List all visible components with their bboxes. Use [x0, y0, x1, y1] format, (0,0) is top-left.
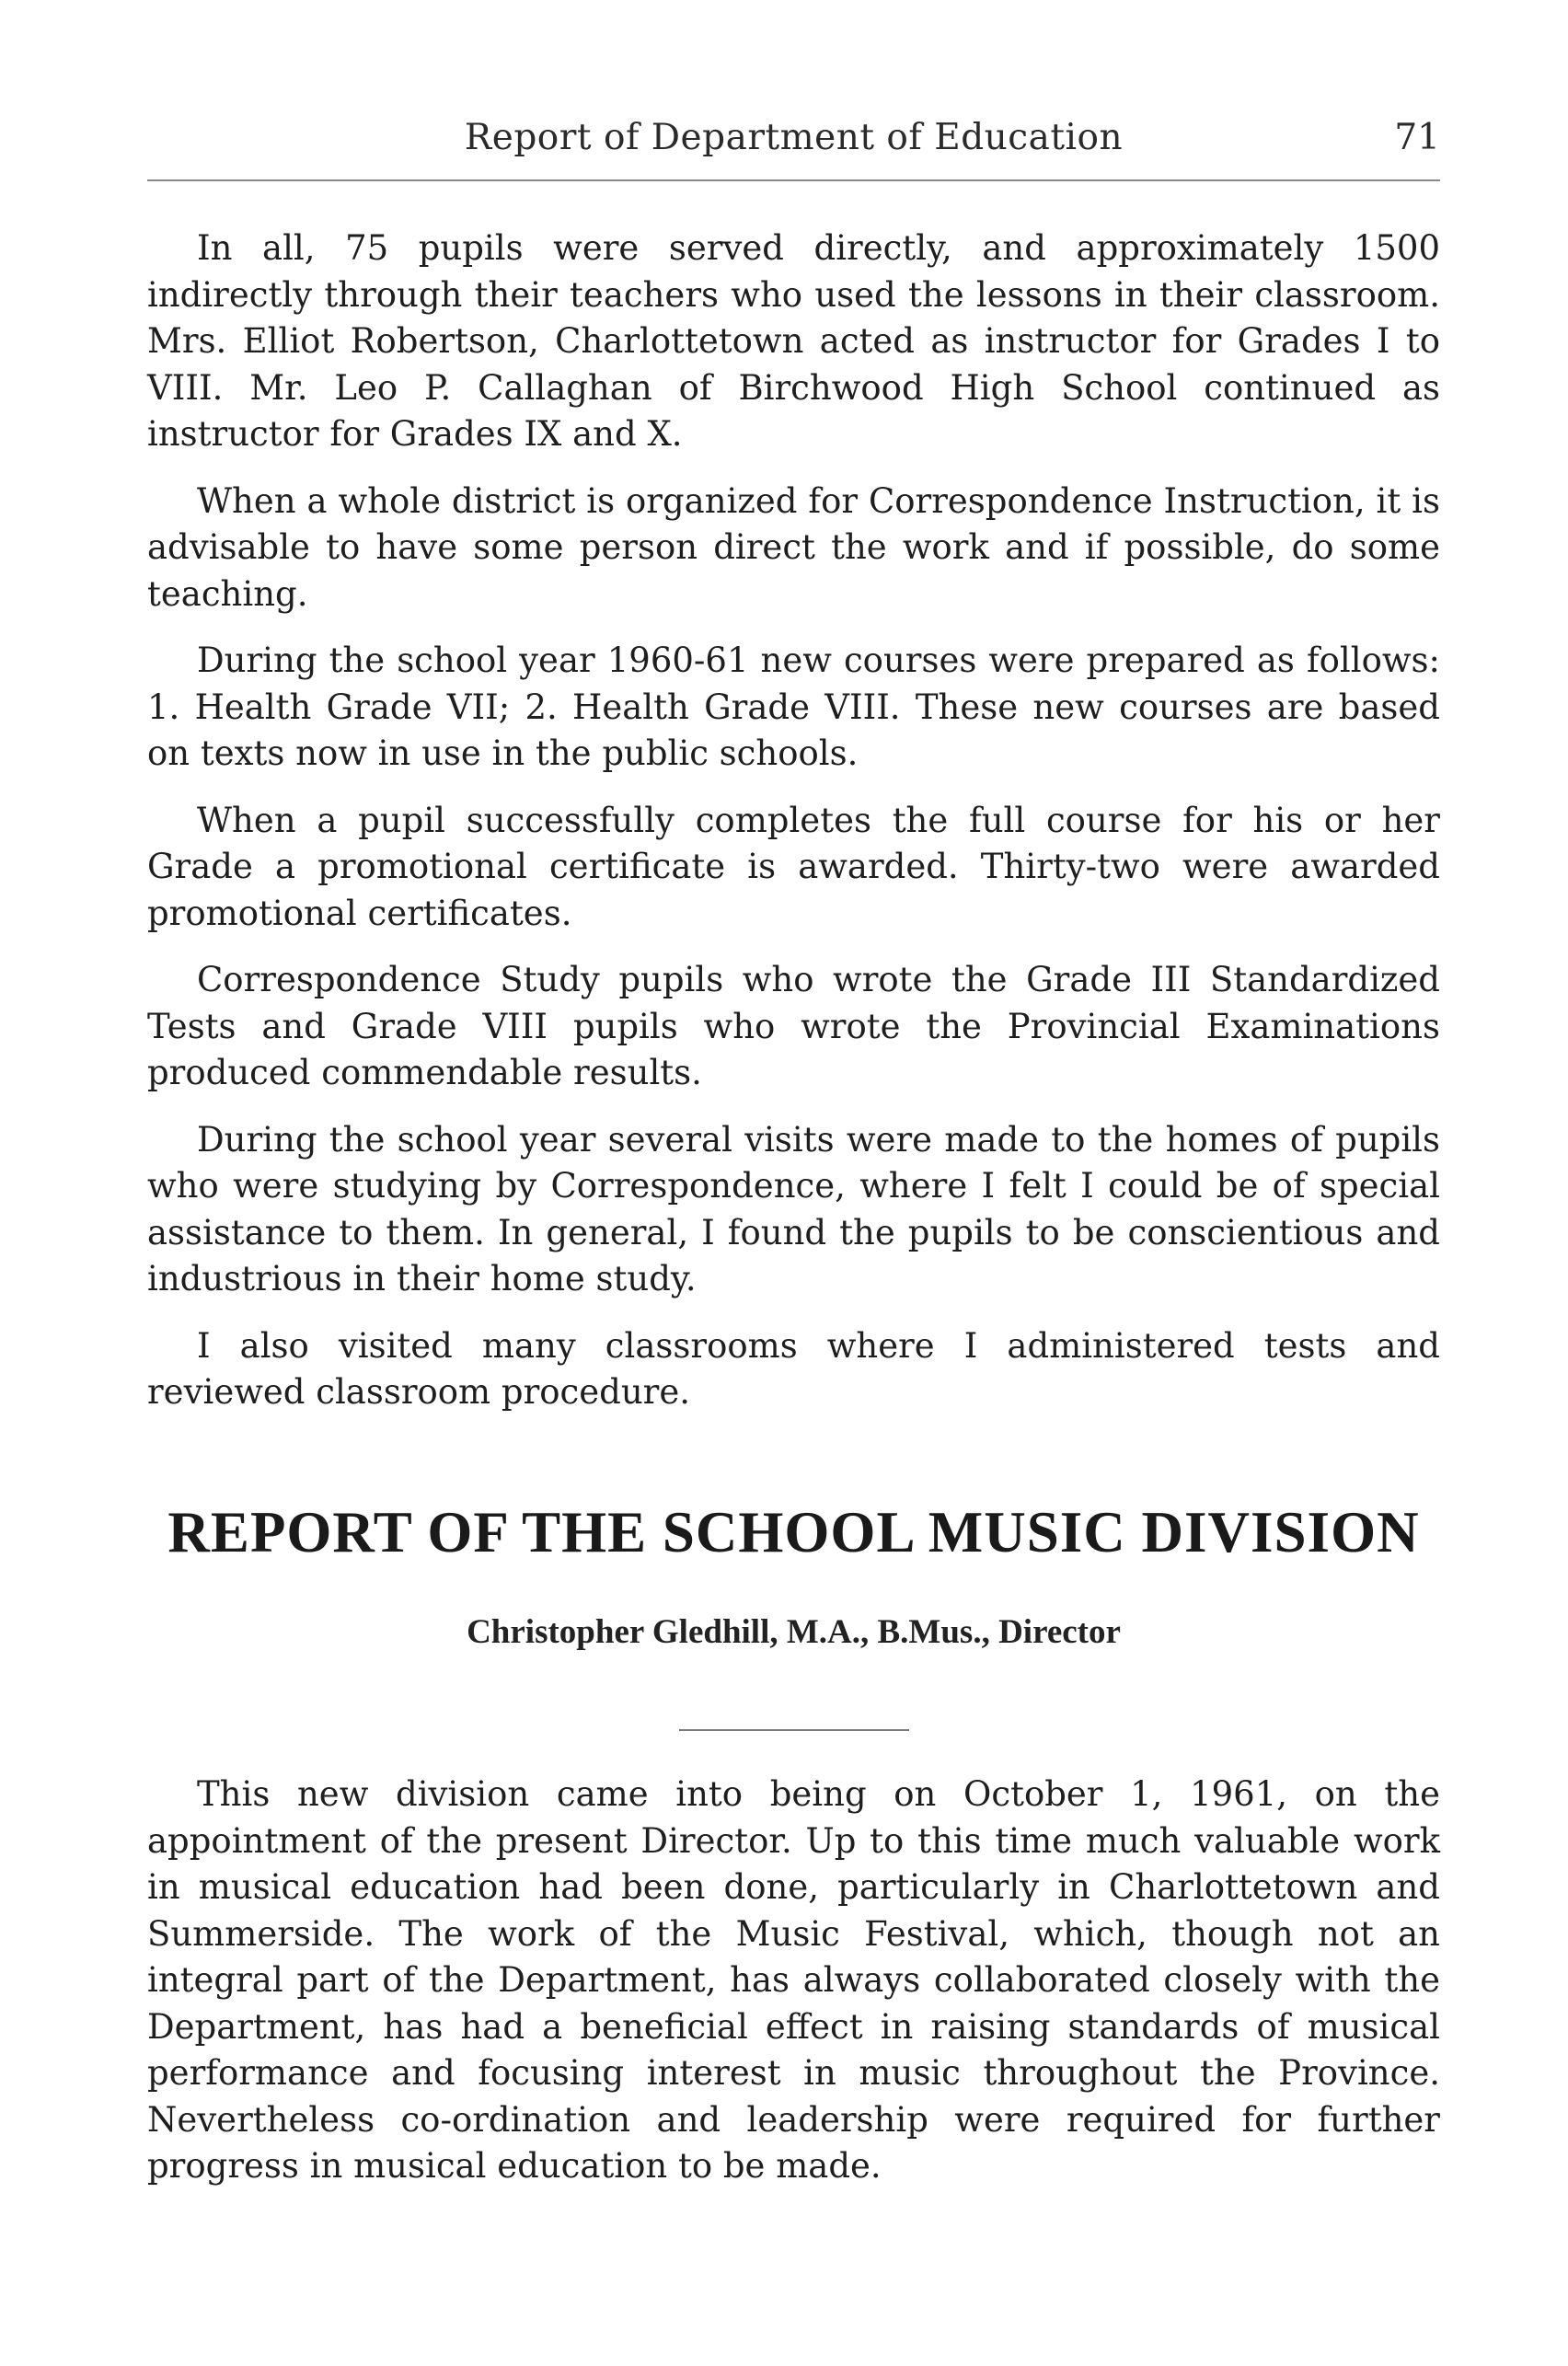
paragraph-home-visits: During the school year several visits were made to the homes of pupils who were studying by Correspondence, where I felt I could be of special assistance to them. In general, I found the pupils to be conscientious and industrious in their home study.: [147, 1119, 1440, 1298]
music-division-heading: [147, 1495, 1440, 1731]
header-rule: [147, 179, 1440, 181]
paragraph-pupils-served: In all, 75 pupils were served directly, and approximately 1500 indirectly through their teachers who used the lessons in their classroom. Mrs. Elliot Robertson, Charlottetown acted as instructor for Grades I to VIII. Mr. Leo P. Callaghan of Birchwood High School continued as instructor for Grades IX and X.: [147, 228, 1440, 454]
music-division-text: [147, 1772, 1440, 2190]
page-number: 71: [1394, 117, 1440, 158]
section-title: REPORT OF THE SCHOOL MUSIC DIVISION: [167, 1500, 1420, 1564]
running-header: [147, 112, 1440, 167]
section-author: Christopher Gledhill, M.A., B.Mus., Director: [467, 1613, 1121, 1651]
paragraph-promotional-certificates: When a pupil successfully completes the full course for his or her Grade a promotional certificate is awarded. Thirty-two were awarded promotional certificates.: [147, 800, 1440, 933]
section-divider: [679, 1729, 909, 1731]
running-title: Report of Department of Education: [464, 117, 1124, 158]
paragraph-test-results: Correspondence Study pupils who wrote the Grade III Standardized Tests and Grade VIII pupils who wrote the Provincial Examinations produced commendable results.: [147, 960, 1440, 1092]
paragraph-division-origin: This new division came into being on October 1, 1961, on the appointment of the present Director. Up to this time much valuable work in musical education had been done, particularly in Charlottetown and Summerside. The work of the Music Festival, which, though not an integral part of the Department, has always collaborated closely with the Department, has had a beneficial effect in raising standards of musical performance and focusing interest in music throughout the Province. Nevertheless co-ordination and leadership were required for further progress in musical education to be made.: [147, 1774, 1440, 2186]
paragraph-new-courses: During the school year 1960-61 new courses were prepared as follows: 1. Health Grade VII; 2. Health Grade VIII. These new courses are based on texts now in use in the public schools.: [147, 641, 1440, 773]
paragraph-classroom-visits: I also visited many classrooms where I administered tests and reviewed classroom procedure.: [147, 1325, 1440, 1412]
paragraph-district-organization: When a whole district is organized for Correspondence Instruction, it is advisable to have some person direct the work and if possible, do some teaching.: [147, 480, 1440, 614]
correspondence-report-text: [147, 225, 1440, 1437]
